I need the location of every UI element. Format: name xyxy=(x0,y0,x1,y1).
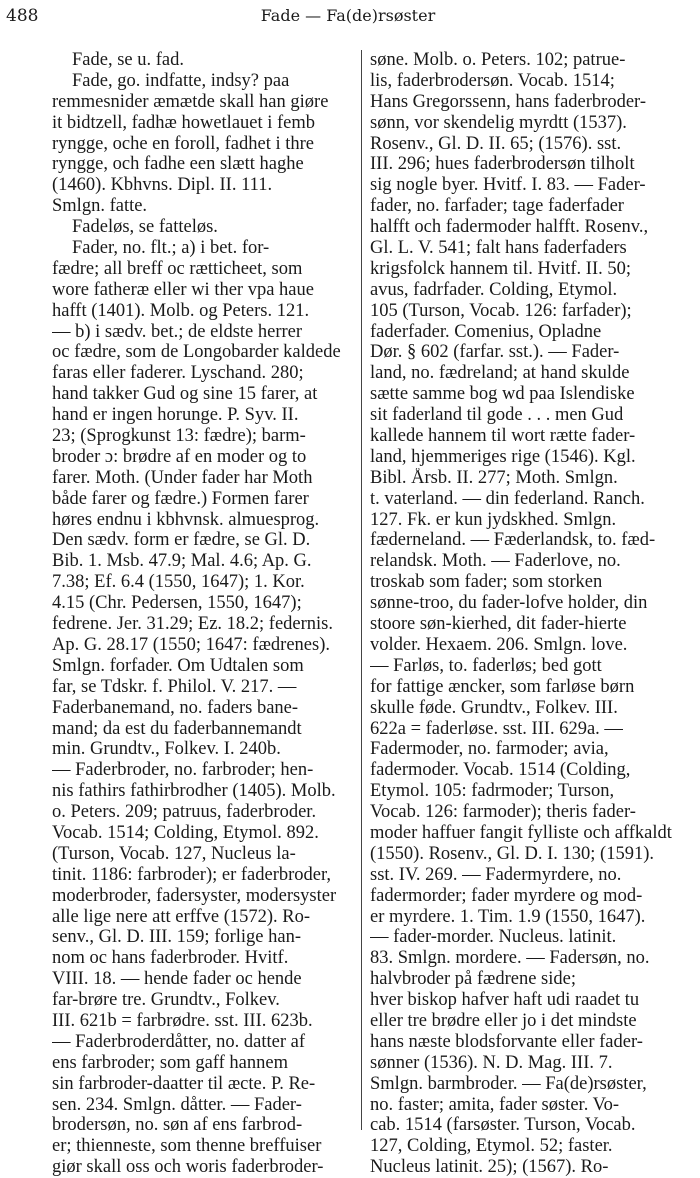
text-line: krigsfolck hannem til. Hvitf. II. 50; xyxy=(370,258,632,279)
text-line: Fadeløs, se fatteløs. xyxy=(72,217,218,238)
text-line: Smlgn. barmbroder. — Fa(de)rsøster, xyxy=(370,1073,647,1094)
text-line: Fade, go. indfatte, indsy? paa xyxy=(72,70,290,91)
text-line: stoore søn-kierhed, dit fader-hierte xyxy=(370,614,627,635)
text-line: 622a = faderløse. sst. III. 629a. — xyxy=(370,718,623,739)
text-line: Fadermoder, no. farmoder; avia, xyxy=(370,739,609,760)
text-line: Rosenv., Gl. D. II. 65; (1576). sst. xyxy=(370,133,622,154)
text-line: skulle føde. Grundtv., Folkev. III. xyxy=(370,697,618,718)
text-line: fædre; all breff oc rætticheet, som xyxy=(52,258,303,279)
text-line: er myrdere. 1. Tim. 1.9 (1550, 1647). xyxy=(370,906,646,927)
text-line: sin farbroder-daatter til æcte. P. Re- xyxy=(52,1073,316,1094)
text-line: — fader-morder. Nucleus. latinit. xyxy=(370,927,617,948)
text-line: senv., Gl. D. III. 159; forlige han- xyxy=(52,927,302,948)
running-head: Fade — Fa(de)rsøster xyxy=(260,6,436,25)
text-line: 83. Smlgn. mordere. — Fadersøn, no. xyxy=(370,948,650,969)
text-line: hafft (1401). Molb. og Peters. 121. xyxy=(52,300,310,321)
text-line: farer. Moth. (Under fader har Moth xyxy=(52,467,313,488)
text-line: Bib. 1. Msb. 47.9; Mal. 4.6; Ap. G. xyxy=(52,551,312,572)
text-line: III. 296; hues faderbrodersøn tilholt xyxy=(370,154,635,175)
text-line: oc fædre, som de Longobarder kaldede xyxy=(52,342,341,363)
text-line: land, no. fædreland; at hand skulde xyxy=(370,363,630,384)
text-line: 105 (Turson, Vocab. 126: farfader); xyxy=(370,300,632,321)
text-line: halfft och fadermoder halfft. Rosenv., xyxy=(370,217,649,238)
text-line: Nucleus latinit. 25); (1567). Ro- xyxy=(370,1157,609,1178)
right-column xyxy=(370,50,690,1178)
text-line: troskab som fader; som storken xyxy=(370,572,603,593)
text-line: — Farløs, to. faderløs; bed gott xyxy=(370,655,602,676)
text-line: — Faderbroder, no. farbroder; hen- xyxy=(52,760,314,781)
text-line: Vocab. 1514; Colding, Etymol. 892. xyxy=(52,822,319,843)
text-line: ryngge, och fadhe een slætt haghe xyxy=(52,154,304,175)
text-line: (1550). Rosenv., Gl. D. I. 130; (1591). xyxy=(370,843,654,864)
text-line: o. Peters. 209; patruus, faderbroder. xyxy=(52,802,317,823)
text-line: Fade, se u. fad. xyxy=(72,50,184,70)
text-line: Vocab. 126: farmoder); theris fader- xyxy=(370,802,636,823)
text-line: moder haffuer fangit fylliste och affkaldt xyxy=(370,822,672,843)
text-line: sig nogle byer. Hvitf. I. 83. — Fader- xyxy=(370,175,646,196)
text-line: sst. IV. 269. — Fadermyrdere, no. xyxy=(370,864,622,885)
text-line: far-brøre tre. Grundtv., Folkev. xyxy=(52,990,280,1011)
text-line: hand er ingen horunge. P. Syv. II. xyxy=(52,405,299,426)
text-line: sønne-troo, du fader-lofve holder, din xyxy=(370,593,648,614)
text-line: giør skall oss och woris faderbroder- xyxy=(52,1157,324,1178)
text-line: (1460). Kbhvns. Dipl. II. 111. xyxy=(52,175,273,196)
text-line: 4.15 (Chr. Pedersen, 1550, 1647); xyxy=(52,593,302,614)
text-line: alle lige nere att erffve (1572). Ro- xyxy=(52,906,311,927)
text-line: sen. 234. Smlgn. dåtter. — Fader- xyxy=(52,1094,302,1115)
text-line: — b) i sædv. bet.; de eldste herrer xyxy=(52,321,303,342)
text-line: hver biskop hafver haft udi raadet tu xyxy=(370,990,640,1011)
page-number: 488 xyxy=(6,6,39,26)
text-line: fæderneland. — Fæderlandsk, to. fæd- xyxy=(370,530,656,551)
text-line: no. faster; amita, fader søster. Vo- xyxy=(370,1094,620,1115)
text-line: Etymol. 105: fadrmoder; Turson, xyxy=(370,781,615,802)
text-line: Smlgn. forfader. Om Udtalen som xyxy=(52,655,304,676)
text-line: Hans Gregorssenn, hans faderbroder- xyxy=(370,91,647,112)
text-line: fadermorder; fader myrdere og mod- xyxy=(370,885,643,906)
text-line: lis, faderbrodersøn. Vocab. 1514; xyxy=(370,70,615,91)
text-line: nis fathirs fathirbrodher (1405). Molb. xyxy=(52,781,336,802)
text-line: Faderbanemand, no. faders bane- xyxy=(52,697,299,718)
text-line: sønn, vor skendelig myrdtt (1537). xyxy=(370,112,627,133)
text-line: Smlgn. fatte. xyxy=(52,196,148,217)
text-line: nom oc hans faderbroder. Hvitf. xyxy=(52,948,289,969)
text-line: halvbroder på fædrene side; xyxy=(370,969,576,990)
left-column xyxy=(52,50,356,1178)
text-line: hand takker Gud og sine 15 farer, at xyxy=(52,384,318,405)
text-line: wore fatheræ eller wi ther vpa haue xyxy=(52,279,314,300)
text-line: ens farbroder; som gaff hannem xyxy=(52,1052,288,1073)
column-divider xyxy=(361,50,362,1130)
text-line: Den sædv. form er fædre, se Gl. D. xyxy=(52,530,311,551)
text-line: 127, Colding, Etymol. 52; faster. xyxy=(370,1136,613,1157)
text-line: VIII. 18. — hende fader oc hende xyxy=(52,969,302,990)
text-line: fedrene. Jer. 31.29; Ez. 18.2; federnis. xyxy=(52,614,334,635)
text-line: cab. 1514 (farsøster. Turson, Vocab. xyxy=(370,1115,636,1136)
text-line: 23; (Sprogkunst 13: fædre); barm- xyxy=(52,426,306,447)
text-line: høres endnu i kbhvnsk. almuesprog. xyxy=(52,509,320,530)
text-line: eller tre brødre eller jo i det mindste xyxy=(370,1010,637,1031)
text-line: hans næste blodsforvante eller fader- xyxy=(370,1031,643,1052)
text-line: Ap. G. 28.17 (1550; 1647: fædrenes). xyxy=(52,634,330,655)
text-line: min. Grundtv., Folkev. I. 240b. xyxy=(52,739,281,760)
text-line: er; thienneste, som thenne breffuiser xyxy=(52,1136,322,1157)
text-line: fadermoder. Vocab. 1514 (Colding, xyxy=(370,760,631,781)
text-line: faras eller faderer. Lyschand. 280; xyxy=(52,363,304,384)
text-line: (Turson, Vocab. 127, Nucleus la- xyxy=(52,843,296,864)
text-line: 7.38; Ef. 6.4 (1550, 1647); 1. Kor. xyxy=(52,572,305,593)
text-line: Gl. L. V. 541; falt hans faderfaders xyxy=(370,238,627,259)
text-line: land, hjemmeriges rige (1546). Kgl. xyxy=(370,446,636,467)
text-line: broder ɔ: brødre af en moder og to xyxy=(52,446,307,467)
text-line: søne. Molb. o. Peters. 102; patrue- xyxy=(370,50,626,70)
text-line: sætte samme bog wd paa Islendiske xyxy=(370,384,635,405)
text-line: både farer og fædre.) Formen farer xyxy=(52,488,309,509)
page-header xyxy=(6,6,690,30)
text-line: Bibl. Årsb. II. 277; Moth. Smlgn. xyxy=(370,467,618,488)
text-line: Fader, no. flt.; a) i bet. for- xyxy=(72,238,270,259)
text-line: faderfader. Comenius, Opladne xyxy=(370,321,602,342)
text-line: far, se Tdskr. f. Philol. V. 217. — xyxy=(52,676,297,697)
text-line: fader, no. farfader; tage faderfader xyxy=(370,196,624,217)
text-line: t. vaterland. — din federland. Ranch. xyxy=(370,488,645,509)
text-line: avus, fadrfader. Colding, Etymol. xyxy=(370,279,618,300)
text-line: for fattige æncker, som farløse børn xyxy=(370,676,635,697)
text-line: volder. Hexaem. 206. Smlgn. love. xyxy=(370,634,628,655)
text-line: moderbroder, fadersyster, modersyster xyxy=(52,885,337,906)
text-line: — Faderbroderdåtter, no. datter af xyxy=(52,1031,306,1052)
text-line: sønner (1536). N. D. Mag. III. 7. xyxy=(370,1052,613,1073)
text-line: 127. Fk. er kun jydskhed. Smlgn. xyxy=(370,509,617,530)
text-line: it bidtzell, fadhæ howetlauet i femb xyxy=(52,112,316,133)
text-line: Dør. § 602 (farfar. sst.). — Fader- xyxy=(370,342,620,363)
text-line: mand; da est du faderbannemandt xyxy=(52,718,302,739)
text-line: kallede hannem til wort rætte fader- xyxy=(370,426,636,447)
text-line: ryngge, oche en foroll, fadhet i thre xyxy=(52,133,314,154)
text-line: tinit. 1186: farbroder); er faderbroder, xyxy=(52,864,332,885)
text-line: brodersøn, no. søn af ens farbrod- xyxy=(52,1115,303,1136)
text-line: sit faderland til gode . . . men Gud xyxy=(370,405,624,426)
text-line: relandsk. Moth. — Faderlove, no. xyxy=(370,551,621,572)
text-line: remmesnider æmætde skall han giøre xyxy=(52,91,329,112)
text-line: III. 621b = farbrødre. sst. III. 623b. xyxy=(52,1010,313,1031)
